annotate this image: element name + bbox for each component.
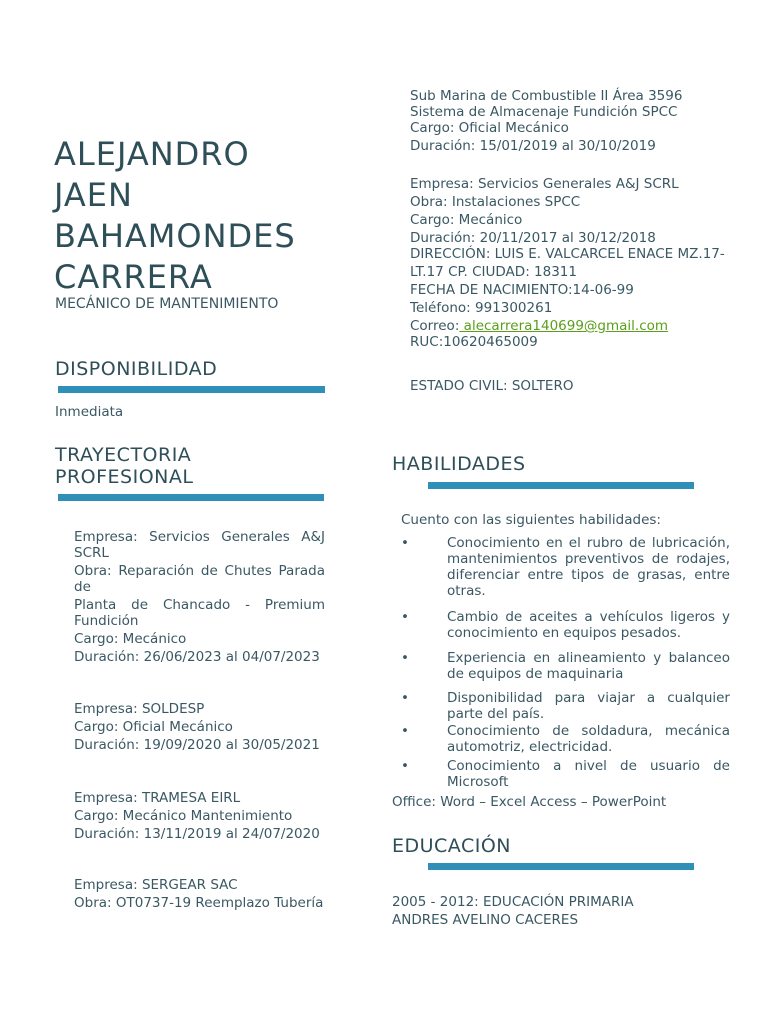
job-entry xyxy=(74,790,325,842)
skill-item xyxy=(392,758,730,790)
job-entry xyxy=(74,529,325,665)
bullet-icon: • xyxy=(401,690,409,706)
trayectoria-divider xyxy=(58,494,324,501)
job-entry xyxy=(74,877,325,911)
job-line: Planta de Chancado - Premium Fundición xyxy=(74,597,325,629)
job-line: Cargo: Mecánico xyxy=(74,631,187,647)
job-line: Cargo: Oficial Mecánico xyxy=(74,719,233,735)
email-row xyxy=(410,318,730,334)
name-line: JAEN xyxy=(54,176,133,214)
skill-text: Conocimiento de soldadura, mecánica automotriz, electricidad. xyxy=(447,723,730,755)
job-line: Empresa: Servicios Generales A&J SCRL xyxy=(410,176,679,192)
job-line: Empresa: SERGEAR SAC xyxy=(74,877,238,893)
job-line: Obra: Instalaciones SPCC xyxy=(410,194,581,210)
job-line: Duración: 26/06/2023 al 04/07/2023 xyxy=(74,649,320,665)
email-link[interactable]: alecarrera140699@gmail.com xyxy=(459,318,669,334)
education-entry xyxy=(392,894,634,928)
educacion-divider xyxy=(428,863,694,870)
job-title: MECÁNICO DE MANTENIMIENTO xyxy=(55,296,279,312)
skill-item xyxy=(392,723,730,755)
job-line: Obra: OT0737-19 Reemplazo Tubería xyxy=(74,895,324,911)
address-line: DIRECCIÓN: LUIS E. VALCARCEL ENACE MZ.17- xyxy=(410,246,725,262)
phone: Teléfono: 991300261 xyxy=(410,300,553,316)
skill-item xyxy=(392,650,730,682)
job-line: Sub Marina de Combustible II Área 3596 xyxy=(410,88,683,104)
skill-item xyxy=(392,535,730,599)
job-line: Cargo: Mecánico Mantenimiento xyxy=(74,808,293,824)
candidate-name xyxy=(54,134,354,298)
job-entry xyxy=(74,701,325,753)
email-label: Correo: xyxy=(410,318,460,334)
job-line: Obra: Reparación de Chutes Parada de xyxy=(74,563,325,595)
job-line: Duración: 20/11/2017 al 30/12/2018 xyxy=(410,230,656,246)
habilidades-heading: HABILIDADES xyxy=(392,453,526,475)
name-line: BAHAMONDES xyxy=(54,217,296,255)
office-line: Office: Word – Excel Access – PowerPoint xyxy=(392,794,667,810)
birth-date: FECHA DE NACIMIENTO:14-06-99 xyxy=(410,282,634,298)
skill-text: Conocimiento a nivel de usuario de Microsoft xyxy=(447,758,730,790)
skill-text: Conocimiento en el rubro de lubricación, mantenimientos preventivos de rodajes, diferenciar entre tipos de grasas, entre otras. xyxy=(447,535,730,599)
bullet-icon: • xyxy=(401,609,409,625)
bullet-icon: • xyxy=(401,535,409,551)
name-line: CARRERA xyxy=(54,258,213,296)
disponibilidad-divider xyxy=(58,386,325,393)
education-line: 2005 - 2012: EDUCACIÓN PRIMARIA xyxy=(392,894,634,910)
trayectoria-heading-line: TRAYECTORIA xyxy=(55,444,192,466)
address-line: LT.17 CP. CIUDAD: 18311 xyxy=(410,264,577,280)
disponibilidad-heading: DISPONIBILIDAD xyxy=(55,358,218,380)
educacion-heading: EDUCACIÓN xyxy=(392,835,512,857)
skill-text: Experiencia en alineamiento y balanceo de equipos de maquinaria xyxy=(447,650,730,682)
job-line: Duración: 13/11/2019 al 24/07/2020 xyxy=(74,826,320,842)
habilidades-intro: Cuento con las siguientes habilidades: xyxy=(401,512,661,528)
skill-item xyxy=(392,609,730,641)
job-entry xyxy=(410,176,730,350)
ruc: RUC:10620465009 xyxy=(410,334,538,350)
job-line: Cargo: Mecánico xyxy=(410,212,523,228)
job-line: Cargo: Oficial Mecánico xyxy=(410,120,569,136)
disponibilidad-value: Inmediata xyxy=(55,404,124,420)
bullet-icon: • xyxy=(401,758,409,774)
trayectoria-heading xyxy=(55,444,193,488)
job-line: Empresa: Servicios Generales A&J SCRL xyxy=(74,529,325,561)
skill-text: Disponibilidad para viajar a cualquier parte del país. xyxy=(447,690,730,722)
name-line: ALEJANDRO xyxy=(54,135,250,173)
job-entry xyxy=(410,88,730,154)
civil-status: ESTADO CIVIL: SOLTERO xyxy=(410,378,574,394)
trayectoria-heading-line: PROFESIONAL xyxy=(55,466,194,488)
habilidades-divider xyxy=(428,482,694,489)
job-line: Duración: 19/09/2020 al 30/05/2021 xyxy=(74,737,320,753)
job-line: Sistema de Almacenaje Fundición SPCC xyxy=(410,104,678,120)
job-line: Duración: 15/01/2019 al 30/10/2019 xyxy=(410,138,656,154)
bullet-icon: • xyxy=(401,723,409,739)
skill-text: Cambio de aceites a vehículos ligeros y conocimiento en equipos pesados. xyxy=(447,609,730,641)
bullet-icon: • xyxy=(401,650,409,666)
skills-list xyxy=(392,535,730,790)
education-line: ANDRES AVELINO CACERES xyxy=(392,912,579,928)
job-line: Empresa: SOLDESP xyxy=(74,701,205,717)
job-line: Empresa: TRAMESA EIRL xyxy=(74,790,241,806)
skill-item xyxy=(392,690,730,722)
